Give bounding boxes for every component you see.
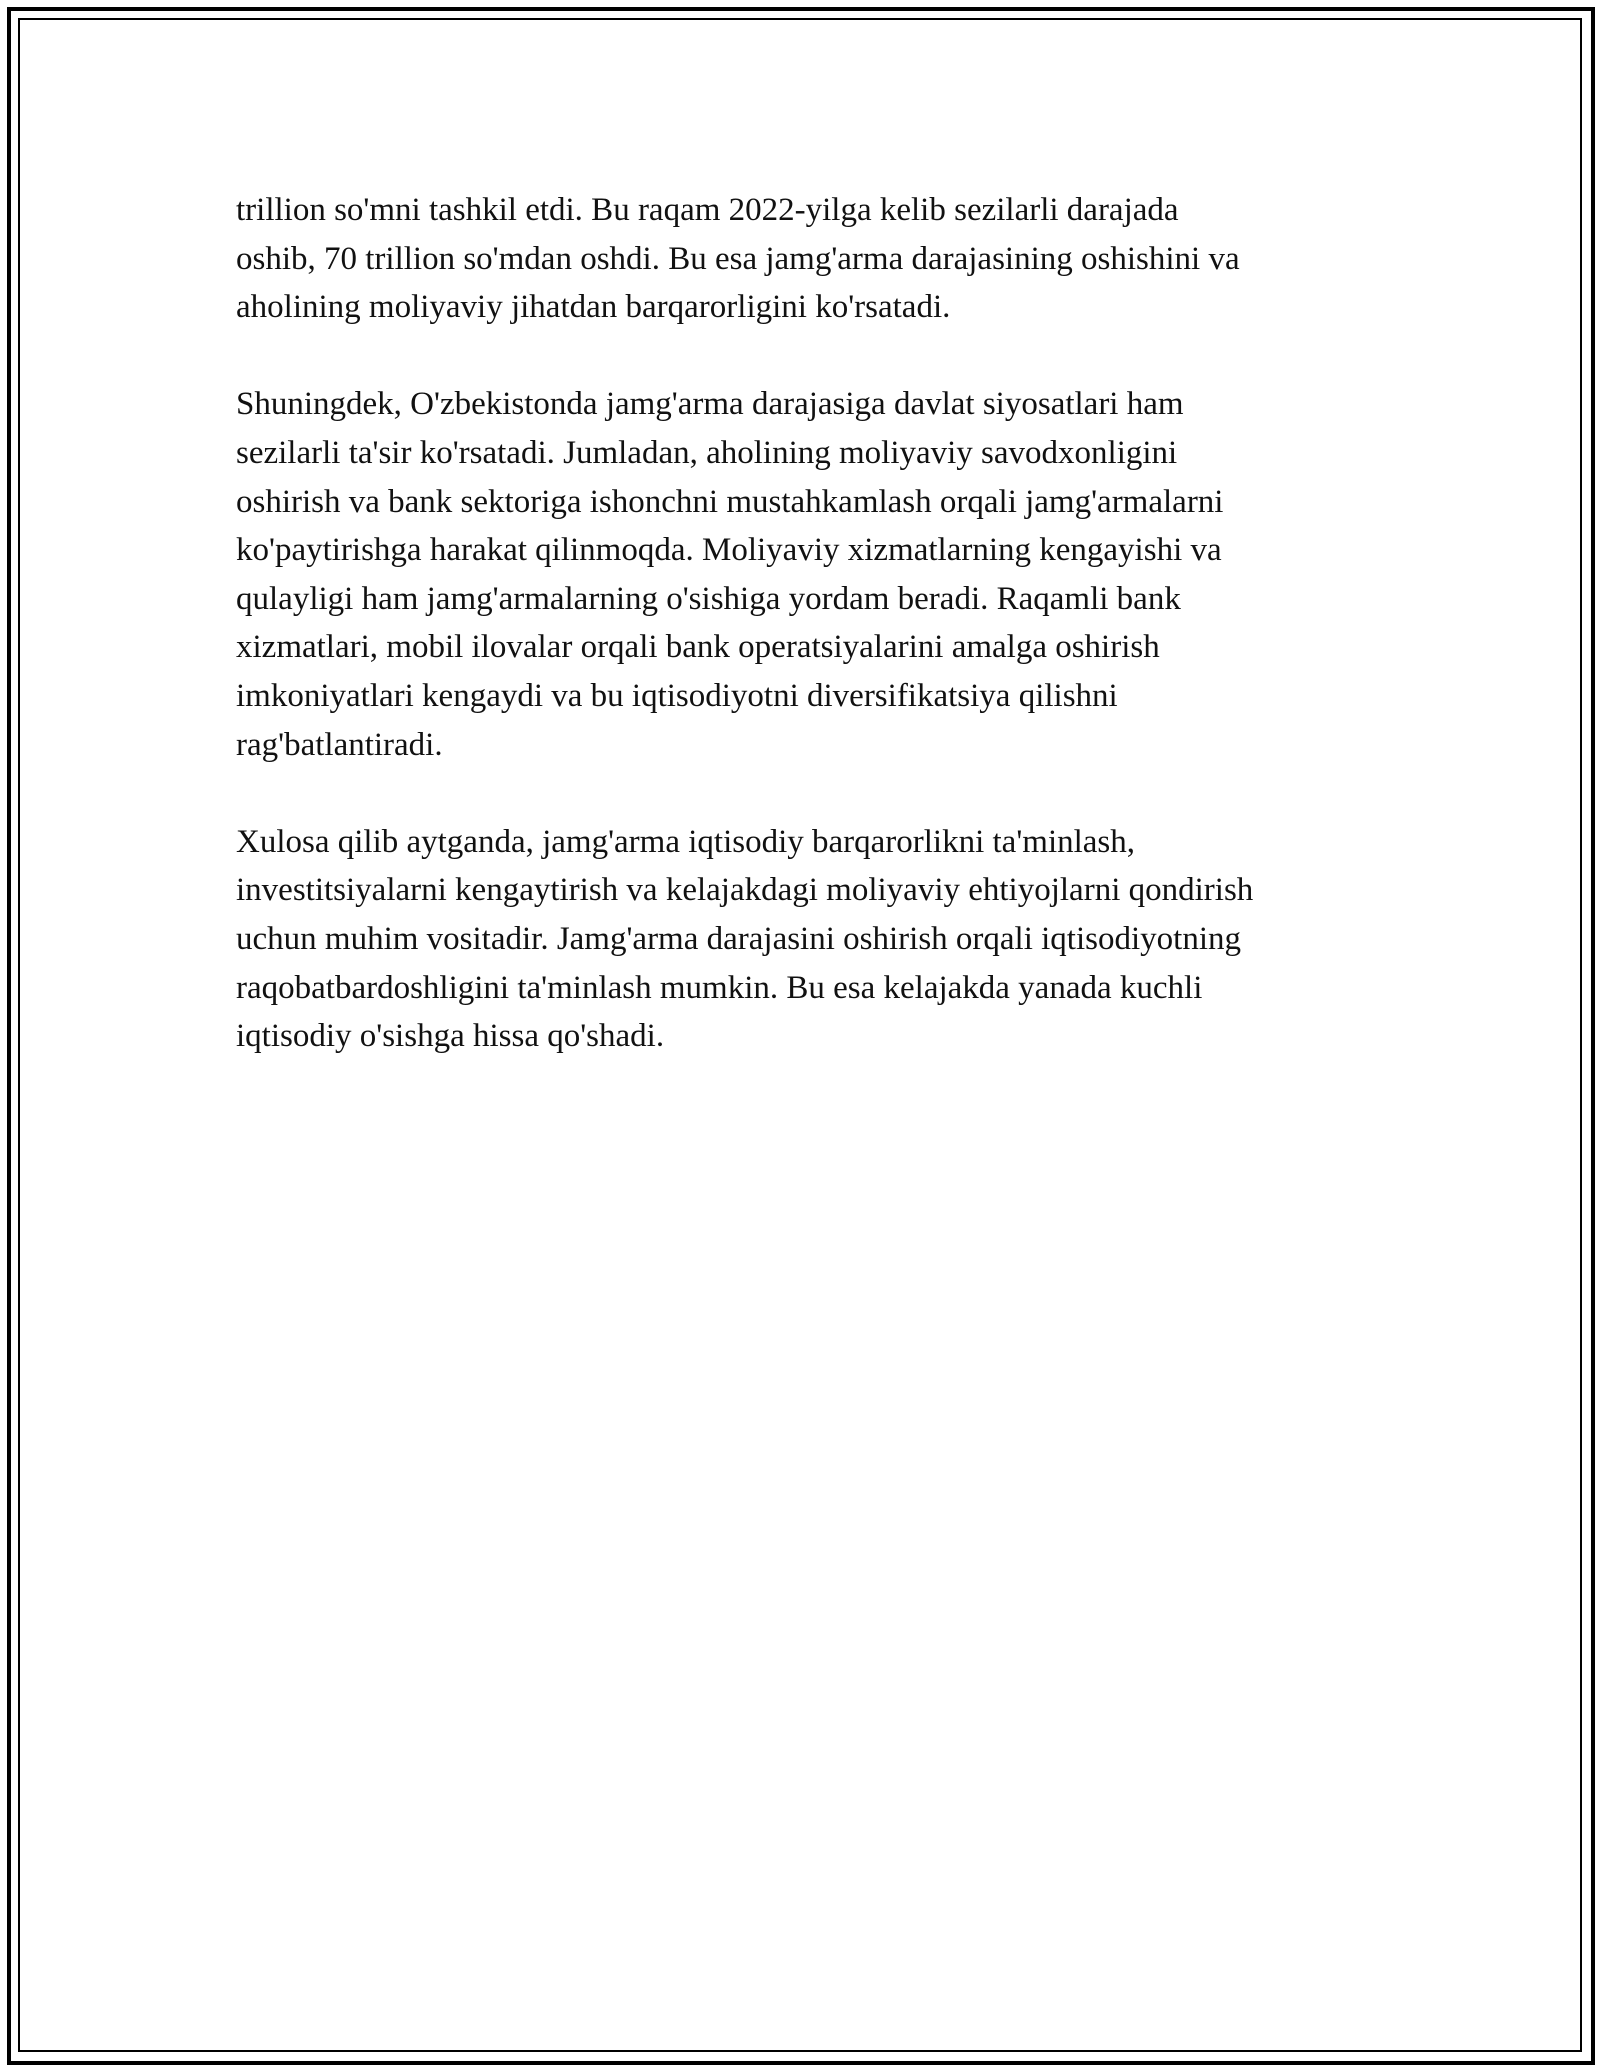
text-line: raqobatbardoshligini ta'minlash mumkin. Bu esa kelajakda yanada kuchli xyxy=(236,969,1203,1006)
paragraph-3 xyxy=(236,818,1386,1061)
text-line: oshirish va bank sektoriga ishonchni mustahkamlash orqali jamg'armalarni xyxy=(236,483,1224,520)
text-line: sezilarli ta'sir ko'rsatadi. Jumladan, aholining moliyaviy savodxonligini xyxy=(236,434,1178,471)
paragraph-2 xyxy=(236,380,1386,769)
text-line: Xulosa qilib aytganda, jamg'arma iqtisodiy barqarorlikni ta'minlash, xyxy=(236,823,1136,860)
text-line: investitsiyalarni kengaytirish va kelajakdagi moliyaviy ehtiyojlarni qondirish xyxy=(236,872,1254,909)
text-line: rag'batlantiradi. xyxy=(236,726,443,763)
paragraph-1 xyxy=(236,186,1386,332)
document-body xyxy=(236,186,1386,1061)
text-line: oshib, 70 trillion so'mdan oshdi. Bu esa jamg'arma darajasining oshishini va xyxy=(236,240,1240,277)
text-line: xizmatlari, mobil ilovalar orqali bank operatsiyalarini amalga oshirish xyxy=(236,629,1160,666)
text-line: uchun muhim vositadir. Jamg'arma darajasini oshirish orqali iqtisodiyotning xyxy=(236,920,1241,957)
text-line: imkoniyatlari kengaydi va bu iqtisodiyotni diversifikatsiya qilishni xyxy=(236,677,1118,714)
text-line: ko'paytirishga harakat qilinmoqda. Moliyaviy xizmatlarning kengayishi va xyxy=(236,532,1222,569)
text-line: qulayligi ham jamg'armalarning o'sishiga yordam beradi. Raqamli bank xyxy=(236,580,1181,617)
text-line: Shuningdek, O'zbekistonda jamg'arma darajasiga davlat siyosatlari ham xyxy=(236,386,1184,423)
text-line: trillion so'mni tashkil etdi. Bu raqam 2022-yilga kelib sezilarli darajada xyxy=(236,192,1179,228)
text-line: aholining moliyaviy jihatdan barqarorligini ko'rsatadi. xyxy=(236,289,951,326)
text-line: iqtisodiy o'sishga hissa qo'shadi. xyxy=(236,1018,665,1055)
